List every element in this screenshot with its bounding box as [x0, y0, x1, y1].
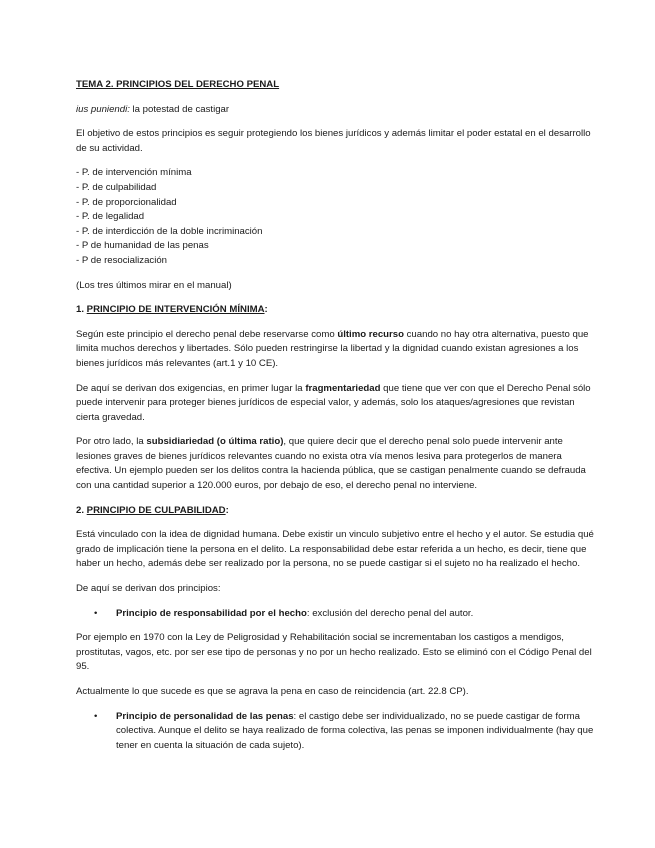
bullet-title: Principio de personalidad de las penas — [116, 710, 294, 722]
section-1-paragraph-2 — [76, 382, 595, 426]
section-1-title: PRINCIPIO DE INTERVENCIÓN MÍNIMA — [86, 304, 265, 316]
section-2-heading — [76, 504, 595, 519]
principle-item: - P. de legalidad — [76, 211, 145, 223]
section-1-paragraph-3 — [76, 435, 595, 493]
text-run: , que quiere decir que el derecho penal solo puede intervenir ante lesiones graves de bienes jurídicos relevantes cuando no exista otra vía menos lesiva para protegerlos de manera efectiva. Un ejemplo pueden ser los delitos contra la hacienda pública, que se castigan penalmente cuando se defrauda con una cantidad superior a 120.000 euros, por debajo de eso, el derecho penal no interviene. — [76, 436, 586, 492]
manual-note: (Los tres últimos mirar en el manual) — [76, 279, 232, 291]
section-1-heading — [76, 303, 595, 318]
section-1-paragraph-1 — [76, 328, 595, 372]
text-run: cuando no hay otra alternativa, puesto que limita muchos derechos y libertades. Sólo pueden restringirse la libertad y la dignidad cuando existan agresiones a los bienes jurídicos más relevantes (art.1 y 10 CE). — [76, 328, 589, 369]
section-2-paragraph-1: Está vinculado con la idea de dignidad humana. Debe existir un vinculo subjetivo entre el hecho y el autor. Se estudia qué grado de implicación tiene la persona en el delito. La responsabilidad debe estar referida a un hecho, es decir, tiene que haber un hecho, además debe ser realizado por la persona, no se puede castigar si el sujeto no ha realizado el hecho. — [76, 529, 594, 570]
emphasis-fragmentariedad: fragmentariedad — [305, 382, 381, 394]
section-1-colon: : — [264, 304, 268, 316]
text-run: Según este principio el derecho penal debe reservarse como — [76, 328, 338, 340]
principles-list — [76, 166, 595, 268]
principle-item: - P de humanidad de las penas — [76, 240, 209, 252]
section-2-colon: : — [225, 504, 229, 516]
bullet-personalidad-de-las-penas — [76, 710, 595, 754]
section-2-paragraph-3: Por ejemplo en 1970 con la Ley de Peligrosidad y Rehabilitación social se incrementaban los castigos a mendigos, prostitutas, vagos, etc. por ser ese tipo de personas y no por un hecho realizado. Esto se eliminó con el Código Penal del 95. — [76, 632, 592, 673]
principle-item: - P. de interdicción de la doble incriminación — [76, 225, 263, 237]
emphasis-subsidiariedad: subsidiariedad (o última ratio) — [146, 436, 284, 448]
bullet-text: : exclusión del derecho penal del autor. — [306, 607, 474, 619]
emphasis-ultimo-recurso: último recurso — [337, 328, 404, 340]
section-2-paragraph-4: Actualmente lo que sucede es que se agrava la pena en caso de reincidencia (art. 22.8 CP). — [76, 686, 469, 697]
principle-item: - P. de proporcionalidad — [76, 196, 177, 208]
section-2-title: PRINCIPIO DE CULPABILIDAD — [86, 504, 226, 516]
section-1-number: 1. — [76, 304, 87, 316]
bullet-responsabilidad-por-el-hecho — [76, 607, 595, 622]
bullet-text: : el castigo debe ser individualizado, no se puede castigar de forma colectiva. Aunque el delito se haya realizado de forma colectiva, las penas se imponen individualmente (hay que tener en cuenta la situación de cada sujeto). — [116, 710, 594, 751]
text-run: que tiene que ver con que el Derecho Penal sólo puede intervenir para proteger bienes jurídicos de especial valor, y además, solo los ataques/agresiones que revistan cierta gravedad. — [76, 382, 591, 423]
section-2-paragraph-2: De aquí se derivan dos principios: — [76, 583, 221, 595]
ius-puniendi-term: ius puniendi: — [76, 103, 130, 115]
bullet-icon: • — [94, 710, 98, 722]
principle-item: - P de resocialización — [76, 254, 168, 266]
text-run: Por otro lado, la — [76, 436, 147, 448]
ius-puniendi-definition — [76, 103, 595, 118]
principle-item: - P. de culpabilidad — [76, 181, 157, 193]
ius-puniendi-meaning: la potestad de castigar — [129, 103, 230, 115]
section-2-number: 2. — [76, 504, 87, 516]
bullet-title: Principio de responsabilidad por el hecho — [116, 607, 307, 619]
text-run: De aquí se derivan dos exigencias, en primer lugar la — [76, 382, 306, 394]
objective-paragraph: El objetivo de estos principios es seguir protegiendo los bienes jurídicos y además limitar el poder estatal en el desarrollo de su actividad. — [76, 128, 591, 154]
document-title: TEMA 2. PRINCIPIOS DEL DERECHO PENAL — [76, 79, 280, 90]
principle-item: - P. de intervención mínima — [76, 167, 192, 179]
bullet-icon: • — [94, 607, 98, 619]
